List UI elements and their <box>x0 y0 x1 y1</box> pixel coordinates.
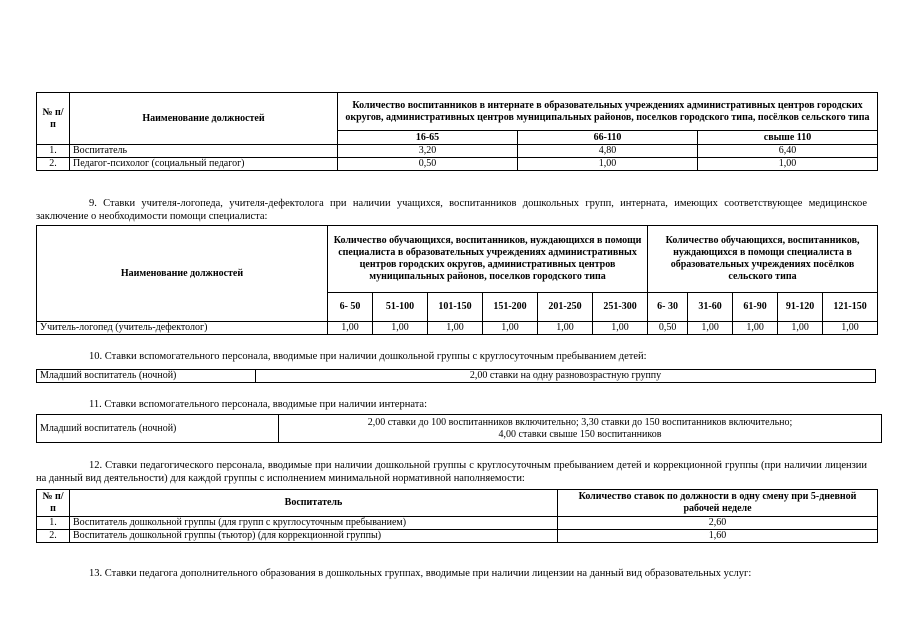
row-num: 2. <box>37 158 70 171</box>
paragraph-12: 12. Ставки педагогического персонала, вводимые при наличии дошкольной группы с круглосуточным пребыванием детей и коррекционной группы (при наличии лицензии на данный вид деятельности) для каждой группы с исполнением минимальной нормативной наполняемости: <box>36 460 867 484</box>
cell-value <box>279 415 882 443</box>
table-educators <box>36 489 878 543</box>
row-num: 1. <box>37 145 70 158</box>
cell-value: 0,50 <box>648 322 688 335</box>
cell-value: 1,00 <box>733 322 778 335</box>
row-position: Младший воспитатель (ночной) <box>37 415 279 443</box>
table-row <box>37 370 876 383</box>
table-row <box>37 145 878 158</box>
header-num: № п/п <box>37 93 70 145</box>
col-header: 201-250 <box>538 293 593 322</box>
cell-value: 1,00 <box>373 322 428 335</box>
header-num: № п/п <box>37 490 70 517</box>
cell-value: 1,00 <box>778 322 823 335</box>
col-header: 121-150 <box>823 293 878 322</box>
row-position: Воспитатель дошкольной группы (тьютор) (для коррекционной группы) <box>70 530 558 543</box>
header-rural-count: Количество обучающихся, воспитанников, нуждающихся в помощи специалиста в образовательных учреждениях посёлков сельского типа <box>648 226 878 293</box>
header-position: Воспитатель <box>70 490 558 517</box>
value-line-1: 2,00 ставки до 100 воспитанников включительно; 3,30 ставки до 150 воспитанников включительно; <box>367 416 793 428</box>
col-header: 6- 30 <box>648 293 688 322</box>
row-position: Учитель-логопед (учитель-дефектолог) <box>37 322 328 335</box>
cell-value: 3,20 <box>338 145 518 158</box>
col-header: 31-60 <box>688 293 733 322</box>
cell-value: 1,00 <box>823 322 878 335</box>
cell-value: 1,60 <box>558 530 878 543</box>
table-row <box>37 322 878 335</box>
cell-value: 0,50 <box>338 158 518 171</box>
table-row <box>37 517 878 530</box>
row-position: Воспитатель <box>70 145 338 158</box>
cell-value: 1,00 <box>698 158 878 171</box>
col-header: 101-150 <box>428 293 483 322</box>
table-internat-staff <box>36 92 878 171</box>
col-header: 51-100 <box>373 293 428 322</box>
header-pupil-count: Количество воспитанников в интернате в образовательных учреждениях административных центров городских округов, административных центров муниципальных районов, поселков городского типа, посёлков сельского типа <box>338 93 878 131</box>
header-position: Наименование должностей <box>70 93 338 145</box>
cell-value: 2,60 <box>558 517 878 530</box>
cell-value: 1,00 <box>518 158 698 171</box>
cell-value: 1,00 <box>483 322 538 335</box>
cell-value: 1,00 <box>538 322 593 335</box>
paragraph-9: 9. Ставки учителя-логопеда, учителя-дефектолога при наличии учащихся, воспитанников дошкольных групп, интерната, имеющих соответствующее медицинское заключение о необходимости помощи специалиста: <box>36 198 867 222</box>
col-header: 91-120 <box>778 293 823 322</box>
row-position: Младший воспитатель (ночной) <box>37 370 256 383</box>
value-line-2: 4,00 ставки свыше 150 воспитанников <box>498 428 662 440</box>
table-row <box>37 530 878 543</box>
table-speech-therapist <box>36 225 878 335</box>
cell-value: 6,40 <box>698 145 878 158</box>
col-header: свыше 110 <box>698 131 878 145</box>
paragraph-13: 13. Ставки педагога дополнительного образования в дошкольных группах, вводимые при наличии лицензии на данный вид образовательных услуг: <box>89 568 752 579</box>
col-header: 66-110 <box>518 131 698 145</box>
table-row <box>37 415 882 443</box>
cell-value: 1,00 <box>688 322 733 335</box>
cell-value: 1,00 <box>593 322 648 335</box>
col-header: 251-300 <box>593 293 648 322</box>
cell-value: 2,00 ставки на одну разновозрастную группу <box>256 370 876 383</box>
col-header: 61-90 <box>733 293 778 322</box>
paragraph-11: 11. Ставки вспомогательного персонала, вводимые при наличии интерната: <box>89 399 428 410</box>
cell-value: 4,80 <box>518 145 698 158</box>
cell-value: 1,00 <box>428 322 483 335</box>
cell-value: 1,00 <box>328 322 373 335</box>
row-position: Воспитатель дошкольной группы (для групп с круглосуточным пребыванием) <box>70 517 558 530</box>
header-urban-count: Количество обучающихся, воспитанников, нуждающихся в помощи специалиста в образовательных учреждениях административных центров городских округов, административных центров муниципальных районов, поселков городского типа <box>328 226 648 293</box>
table-row <box>37 158 878 171</box>
table-night-assistant-preschool <box>36 369 876 383</box>
row-num: 1. <box>37 517 70 530</box>
paragraph-10: 10. Ставки вспомогательного персонала, вводимые при наличии дошкольной группы с круглосуточным пребыванием детей: <box>89 351 647 362</box>
row-num: 2. <box>37 530 70 543</box>
table-night-assistant-internat <box>36 414 882 443</box>
header-position: Наименование должностей <box>37 226 328 322</box>
col-header: 151-200 <box>483 293 538 322</box>
col-header: 6- 50 <box>328 293 373 322</box>
row-position: Педагог-психолог (социальный педагог) <box>70 158 338 171</box>
header-rates: Количество ставок по должности в одну смену при 5-дневной рабочей неделе <box>558 490 878 517</box>
col-header: 16-65 <box>338 131 518 145</box>
